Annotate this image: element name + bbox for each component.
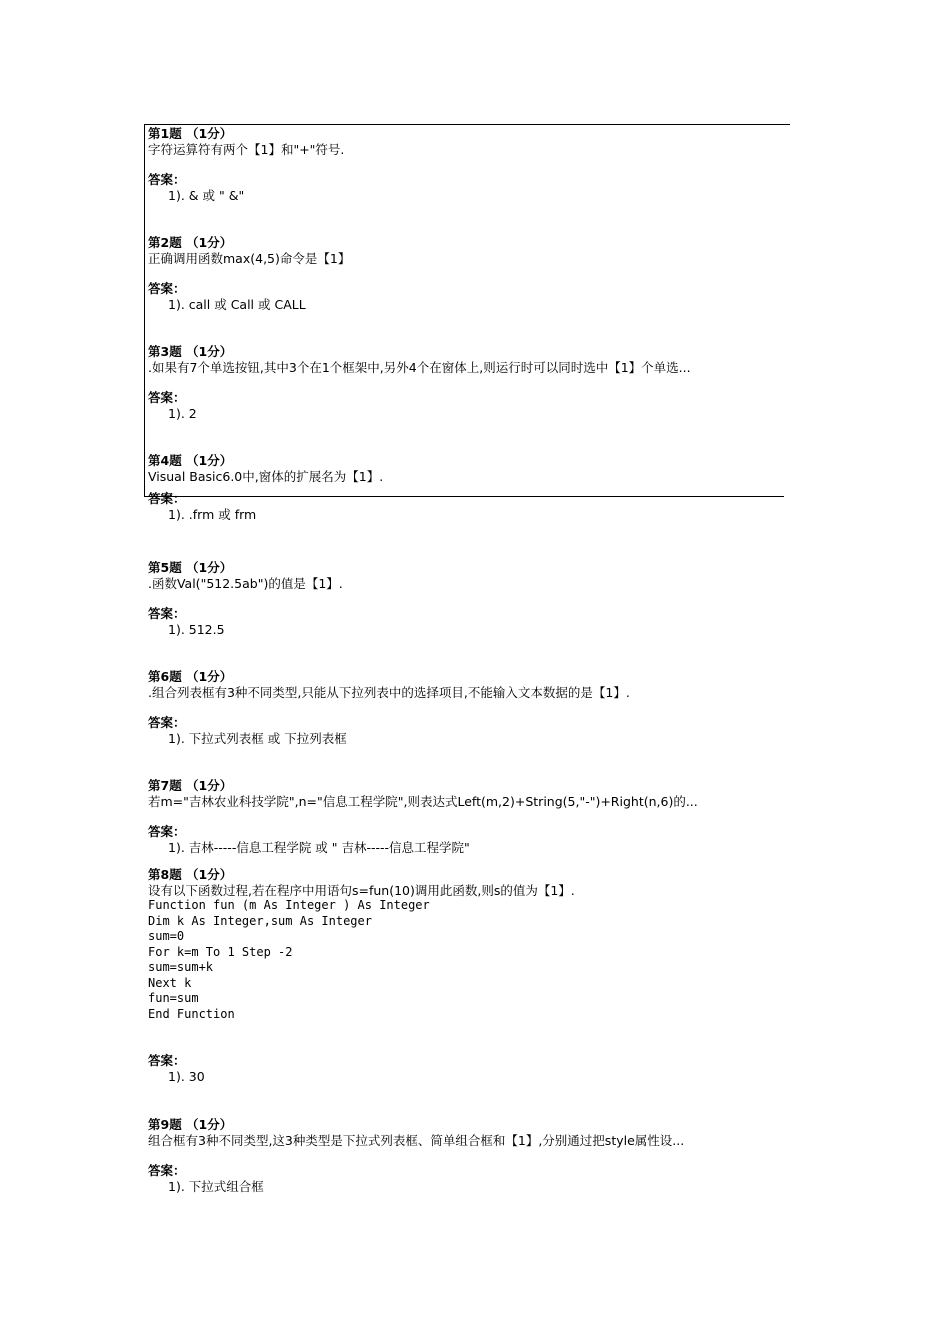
question-8 xyxy=(148,867,788,1084)
question-heading: 第8题 （1分） xyxy=(148,867,233,882)
frame-top-border xyxy=(144,124,790,125)
answer-text: 1). 吉林-----信息工程学院 或 " 吉林-----信息工程学院" xyxy=(168,839,470,855)
question-text: .组合列表框有3种不同类型,只能从下拉列表中的选择项目,不能输入文本数据的是【1】. xyxy=(148,684,630,700)
answer-label: 答案： xyxy=(148,172,186,187)
question-text: 字符运算符有两个【1】和"+"符号. xyxy=(148,141,345,157)
code-line: fun=sum xyxy=(148,991,199,1005)
question-9 xyxy=(148,1117,788,1194)
question-text: Visual Basic6.0中,窗体的扩展名为【1】. xyxy=(148,468,384,484)
code-line: sum=0 xyxy=(148,929,185,943)
answer-text: 1). 下拉式组合框 xyxy=(168,1178,264,1194)
question-text: .函数Val("512.5ab")的值是【1】. xyxy=(148,575,343,591)
question-4 xyxy=(148,453,788,522)
question-text: 若m="吉林农业科技学院",n="信息工程学院",则表达式Left(m,2)+String(5,"-")+Right(n,6)的... xyxy=(148,793,698,809)
answer-label: 答案： xyxy=(148,390,186,405)
code-line: sum=sum+k xyxy=(148,960,214,974)
answer-text: 1). 512.5 xyxy=(168,621,225,637)
question-text: 正确调用函数max(4,5)命令是【1】 xyxy=(148,250,351,266)
question-1 xyxy=(148,126,788,203)
question-heading: 第2题 （1分） xyxy=(148,235,233,250)
question-heading: 第7题 （1分） xyxy=(148,778,233,793)
answer-text: 1). 2 xyxy=(168,405,197,421)
question-5 xyxy=(148,560,788,637)
question-text: 组合框有3种不同类型,这3种类型是下拉式列表框、简单组合框和【1】,分别通过把style属性设... xyxy=(148,1132,685,1148)
answer-label: 答案： xyxy=(148,281,186,296)
question-text: 设有以下函数过程,若在程序中用语句s=fun(10)调用此函数,则s的值为【1】. xyxy=(148,882,575,898)
answer-label: 答案： xyxy=(148,715,186,730)
code-line: Next k xyxy=(148,975,192,990)
question-2 xyxy=(148,235,788,312)
question-7 xyxy=(148,778,788,855)
question-text: .如果有7个单选按钮,其中3个在1个框架中,另外4个在窗体上,则运行时可以同时选中【1】个单选... xyxy=(148,359,691,375)
question-heading: 第1题 （1分） xyxy=(148,126,233,141)
question-heading: 第4题 （1分） xyxy=(148,453,233,468)
answer-label: 答案： xyxy=(148,491,186,506)
code-line: Function fun (m As Integer ) As Integer xyxy=(148,898,430,912)
answer-label: 答案： xyxy=(148,1053,186,1068)
frame-left-border xyxy=(144,124,145,496)
code-line: For k=m To 1 Step -2 xyxy=(148,944,293,959)
answer-label: 答案： xyxy=(148,606,186,621)
answer-label: 答案： xyxy=(148,1163,186,1178)
answer-text: 1). 30 xyxy=(168,1068,205,1084)
question-6 xyxy=(148,669,788,746)
question-3 xyxy=(148,344,788,421)
answer-text: 1). 下拉式列表框 或 下拉列表框 xyxy=(168,730,347,746)
question-heading: 第6题 （1分） xyxy=(148,669,233,684)
answer-text: 1). .frm 或 frm xyxy=(168,506,257,522)
code-line: Dim k As Integer,sum As Integer xyxy=(148,913,372,928)
answer-label: 答案： xyxy=(148,824,186,839)
answer-text: 1). & 或 " &" xyxy=(168,187,245,203)
answer-text: 1). call 或 Call 或 CALL xyxy=(168,296,306,312)
question-heading: 第3题 （1分） xyxy=(148,344,233,359)
question-heading: 第5题 （1分） xyxy=(148,560,233,575)
question-heading: 第9题 （1分） xyxy=(148,1117,233,1132)
code-line: End Function xyxy=(148,1006,235,1021)
